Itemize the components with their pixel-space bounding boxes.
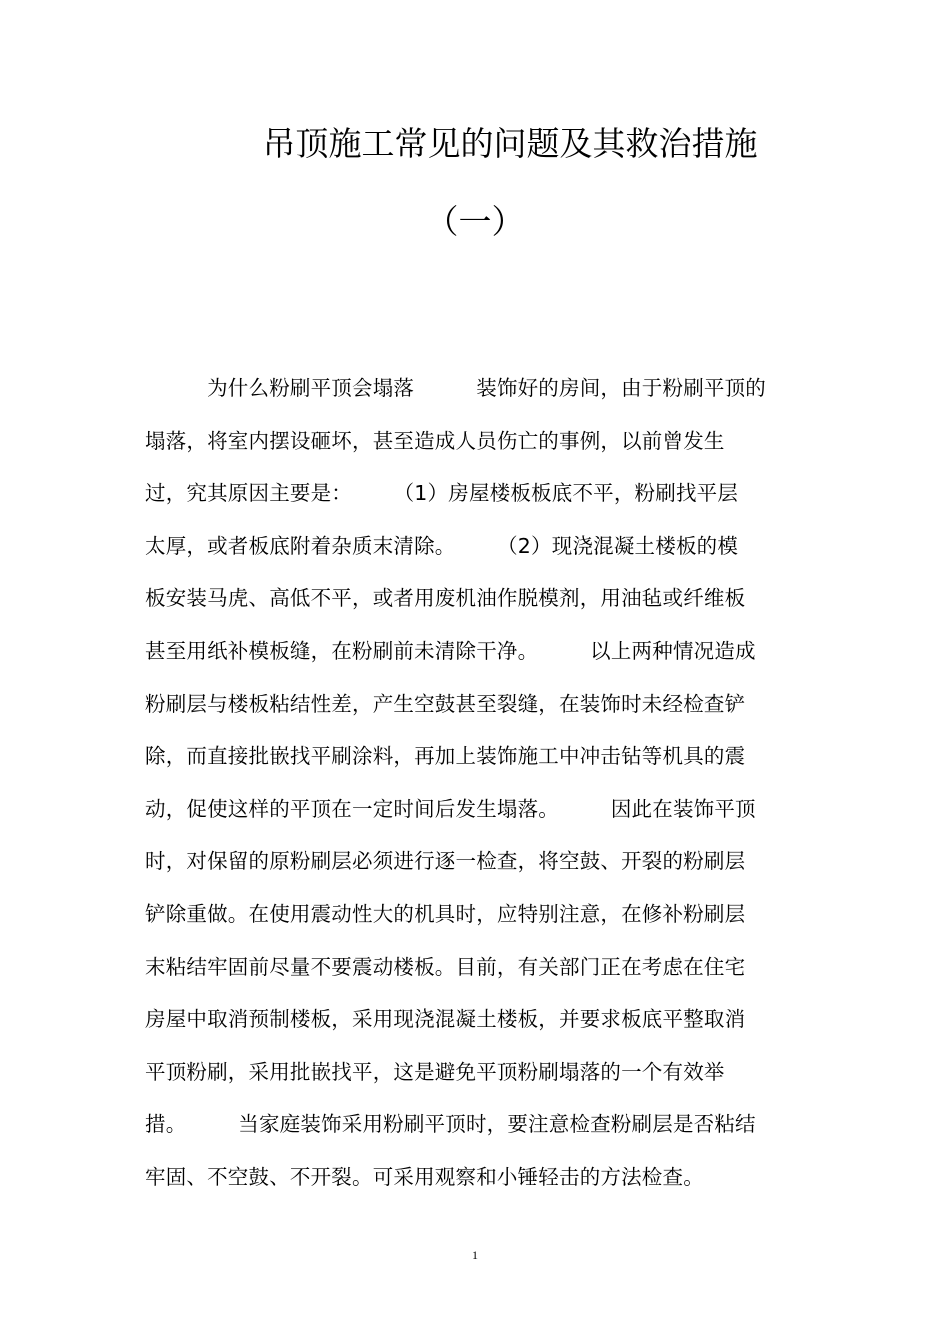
text-line: 牢固、不空鼓、不开裂。可采用观察和小锤轻击的方法检查。 bbox=[145, 1164, 704, 1189]
body-paragraph bbox=[145, 368, 815, 1210]
text-line: 太厚，或者板底附着杂质末清除。 （2）现浇混凝土楼板的模 bbox=[145, 533, 739, 558]
text-line: 房屋中取消预制楼板，采用现浇混凝土楼板，并要求板底平整取消 bbox=[145, 1007, 746, 1032]
text-line: 为什么粉刷平顶会塌落 装饰好的房间，由于粉刷平顶的 bbox=[145, 376, 766, 400]
text-line: 措。 当家庭装饰采用粉刷平顶时，要注意检查粉刷层是否粘结 bbox=[145, 1112, 756, 1137]
text-line: 末粘结牢固前尽量不要震动楼板。目前，有关部门正在考虑在住宅 bbox=[145, 954, 746, 979]
text-line: 过，究其原因主要是： （1）房屋楼板板底不平，粉刷找平层 bbox=[145, 481, 739, 506]
text-line: 塌落，将室内摆设砸坏，甚至造成人员伤亡的事例，以前曾发生 bbox=[145, 428, 725, 453]
text-line: 甚至用纸补模板缝，在粉刷前未清除干净。 以上两种情况造成 bbox=[145, 638, 756, 663]
document-subtitle: （一） bbox=[425, 202, 525, 241]
text-line: 平顶粉刷，采用批嵌找平，这是避免平顶粉刷塌落的一个有效举 bbox=[145, 1059, 725, 1084]
text-line: 铲除重做。在使用震动性大的机具时，应特别注意，在修补粉刷层 bbox=[145, 901, 746, 926]
page-number: 1 bbox=[472, 1248, 478, 1262]
text-line: 动，促使这样的平顶在一定时间后发生塌落。 因此在装饰平顶 bbox=[145, 796, 756, 821]
text-line: 板安装马虎、高低不平，或者用废机油作脱模剂，用油毡或纤维板 bbox=[145, 586, 746, 611]
text-line: 除，而直接批嵌找平刷涂料，再加上装饰施工中冲击钻等机具的震 bbox=[145, 744, 746, 769]
text-line: 粉刷层与楼板粘结性差，产生空鼓甚至裂缝，在装饰时未经检查铲 bbox=[145, 691, 746, 716]
text-line: 时，对保留的原粉刷层必须进行逐一检查，将空鼓、开裂的粉刷层 bbox=[145, 849, 746, 874]
document-title: 吊顶施工常见的问题及其救治措施 bbox=[262, 124, 758, 163]
